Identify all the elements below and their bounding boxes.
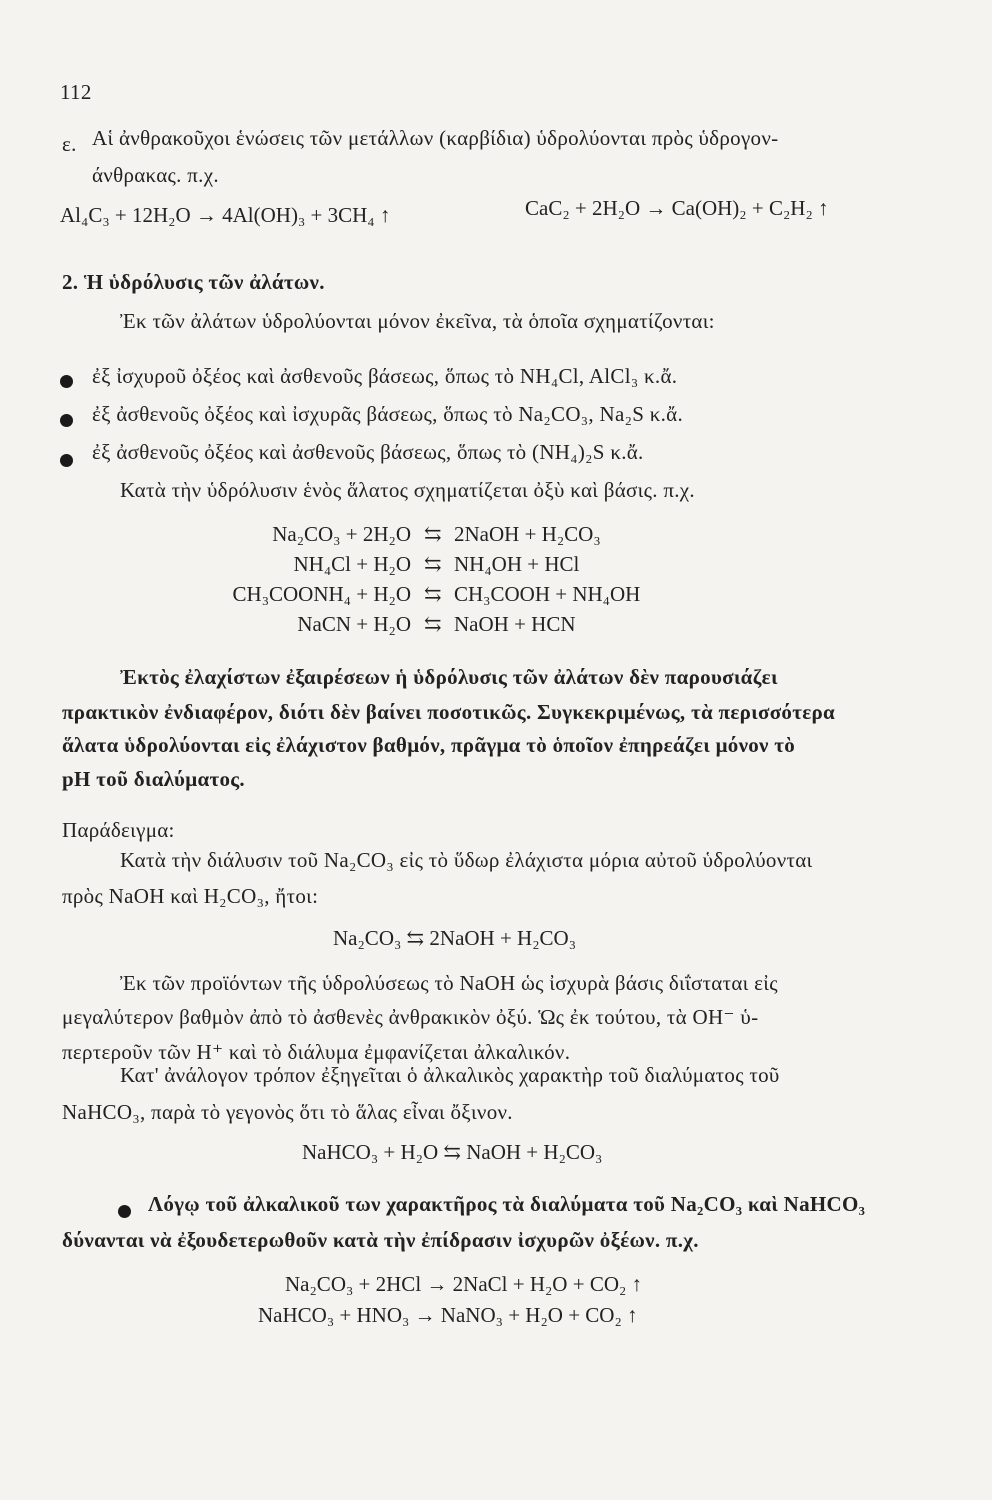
carbide-equation-ca: CaC₂ + 2H₂O → Ca(OH)₂ + C₂H₂ ↑ [525,196,829,220]
bold-para-line-4: pH τοῦ διαλύματος. [62,767,245,791]
equation-4-right: NaOH + HCN [454,612,576,636]
final-bold-line-1: Λόγῳ τοῦ ἀλκαλικοῦ των χαρακτῆρος τὰ διαλύματα τοῦ Na₂CO₃ καὶ NaHCO₃ [148,1192,866,1216]
equation-2-arrow: ⇆ [424,552,442,576]
equation-2-left: NH₄Cl + H₂O [293,552,411,576]
bullet-item-2: ἐξ ἀσθενοῦς ὀξέος καὶ ἰσχυρᾶς βάσεως, ὅπως τὸ Na₂CO₃, Na₂S κ.ἄ. [92,402,684,426]
example-equation: Na₂CO₃ ⇆ 2NaOH + H₂CO₃ [333,926,577,950]
carbide-equation-al: Al₄C₃ + 12H₂O → 4Al(OH)₃ + 3CH₄ ↑ [60,203,391,227]
analog-line-1: Κατ' ἀνάλογον τρόπον ἐξηγεῖται ὁ ἀλκαλικὸς χαρακτὴρ τοῦ διαλύματος τοῦ [120,1063,780,1087]
section-e-line1: Αἱ ἀνθρακοῦχοι ἑνώσεις τῶν μετάλλων (καρβίδια) ὑδρολύονται πρὸς ὑδρογον- [92,126,779,150]
final-bold-line-2: δύνανται νὰ ἐξουδετερωθοῦν κατὰ τὴν ἐπίδρασιν ἰσχυρῶν ὀξέων. π.χ. [62,1228,699,1252]
bullet-item-3: ἐξ ἀσθενοῦς ὀξέος καὶ ἀσθενοῦς βάσεως, ὅπως τὸ (NH₄)₂S κ.ἄ. [92,440,644,464]
analog-line-2: NaHCO₃, παρὰ τὸ γεγονὸς ὅτι τὸ ἅλας εἶναι ὄξινον. [62,1100,513,1124]
equation-1-left: Na₂CO₃ + 2H₂O [272,522,411,546]
equation-3-right: CH₃COOH + NH₄OH [454,582,641,606]
hydrolysis-text: Κατὰ τὴν ὑδρόλυσιν ἑνὸς ἅλατος σχηματίζεται ὀξὺ καὶ βάσις. π.χ. [120,478,695,502]
equation-4-arrow: ⇆ [424,612,442,636]
section-2-heading: 2. Ἡ ὑδρόλυσις τῶν ἀλάτων. [62,270,325,294]
final-equation-1: Na₂CO₃ + 2HCl → 2NaCl + H₂O + CO₂ ↑ [285,1272,643,1296]
section-e-line2: άνθρακας. π.χ. [92,163,219,187]
page-number: 112 [60,80,92,104]
bullet-item-1: ἐξ ἰσχυροῦ ὀξέος καὶ ἀσθενοῦς βάσεως, ὅπως τὸ NH₄Cl, AlCl₃ κ.ἄ. [92,364,678,388]
bold-para-line-3: ἅλατα ὑδρολύονται εἰς ἐλάχιστον βαθμόν, πρᾶγμα τὸ ὁποῖον ἐπηρεάζει μόνον τὸ [62,733,796,757]
products-line-2: μεγαλύτερον βαθμὸν ἀπὸ τὸ ἀσθενὲς ἀνθρακικὸν ὀξύ. Ὡς ἐκ τούτου, τὰ OH⁻ ὑ- [62,1005,759,1029]
bullet-icon [60,414,73,427]
example-line-2: πρὸς NaOH καὶ H₂CO₃, ἤτοι: [62,884,319,908]
equation-2-right: NH₄OH + HCl [454,552,580,576]
bold-para-line-1: Ἐκτὸς ἐλαχίστων ἐξαιρέσεων ἡ ὑδρόλυσις τῶν ἀλάτων δὲν παρουσιάζει [120,665,778,689]
bold-para-line-2: πρακτικὸν ἐνδιαφέρον, διότι δὲν βαίνει ποσοτικῶς. Συγκεκριμένως, τὰ περισσότερα [62,700,836,724]
example-label: Παράδειγμα: [62,818,175,842]
products-line-1: Ἐκ τῶν προϊόντων τῆς ὑδρολύσεως τὸ NaOH ὡς ἰσχυρὰ βάσις διΐσταται εἰς [120,971,778,995]
bullet-icon [60,375,73,388]
salts-intro: Ἐκ τῶν ἀλάτων ὑδρολύονται μόνον ἐκεῖνα, τὰ ὁποῖα σχηματίζονται: [120,309,715,333]
equation-4-left: NaCN + H₂O [297,612,411,636]
bullet-icon [118,1205,131,1218]
bullet-icon [60,454,73,467]
products-line-3: περτεροῦν τῶν H⁺ καὶ τὸ διάλυμα ἐμφανίζεται ἀλκαλικόν. [62,1040,571,1064]
example-line-1: Κατὰ τὴν διάλυσιν τοῦ Na₂CO₃ εἰς τὸ ὕδωρ ἐλάχιστα μόρια αὐτοῦ ὑδρολύονται [120,848,813,872]
equation-3-arrow: ⇆ [424,582,442,606]
analog-equation: NaHCO₃ + H₂O ⇆ NaOH + H₂CO₃ [302,1140,603,1164]
equation-1-right: 2NaOH + H₂CO₃ [454,522,601,546]
equation-3-left: CH₃COONH₄ + H₂O [232,582,411,606]
section-e-label: ε. [62,132,77,156]
final-equation-2: NaHCO₃ + HNO₃ → NaNO₃ + H₂O + CO₂ ↑ [258,1303,638,1327]
equation-1-arrow: ⇆ [424,522,442,546]
